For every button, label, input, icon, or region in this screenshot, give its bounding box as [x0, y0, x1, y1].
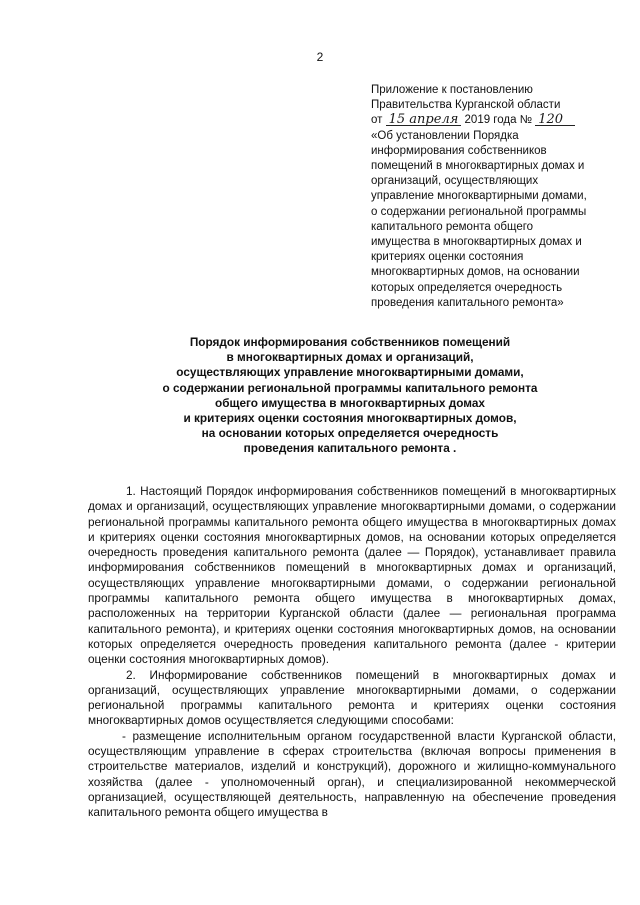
appendix-quote-line: проведения капитального ремонта»: [371, 296, 564, 309]
appendix-quote-line: управление многоквартирными домами,: [371, 190, 587, 203]
appendix-quote-line: имущества в многоквартирных домах и: [371, 236, 582, 249]
title-line: Порядок информирования собственников помещений: [189, 335, 511, 349]
handwritten-date: 15 апреля: [386, 114, 462, 126]
document-body: [88, 484, 616, 821]
title-line: о содержании региональной программы капитального ремонта: [162, 380, 538, 395]
paragraph-1: 1. Настоящий Порядок информирования собственников помещений в многоквартирных домах и организаций, осуществляющих управление многоквартирными домами, о содержании региональной программы капитального ремонта общего имущества в многоквартирных домах и критериях оценки состояния многоквартирных домов, на основании которых определяется очередность проведения капитального ремонта (далее — Порядок), устанавливает правила информирования собственников помещений в многоквартирных домах и организаций, осуществляющих управление многоквартирными домами, о содержании региональной программы капитального ремонта общего имущества в многоквартирных домах, расположенных на территории Курганской области (далее — региональная программа капитального ремонта), и критериях оценки состояния многоквартирных домов, на основании которых определяется очередность проведения капитального ремонта (далее - критерии оценки состояния многоквартирных домов).: [88, 484, 616, 667]
document-title: [90, 335, 610, 457]
paragraph-3: - размещение исполнительным органом государственной власти Курганской области, осуществляющим управление в сферах строительства (включая вопросы применения в строительстве материалов, изделий и конструкций), дорожного и жилищно-коммунального хозяйства (далее - уполномоченный орган), и специализированной некоммерческой организацией, осуществляющей деятельность, направленную на обеспечение проведения капитального ремонта общего имущества в: [88, 728, 616, 820]
appendix-line-2: Правительства Курганской области: [371, 99, 561, 112]
appendix-quote-line: о содержании региональной программы: [371, 205, 587, 218]
appendix-quote-line: помещений в многоквартирных домах и: [371, 160, 585, 173]
appendix-block: [371, 83, 619, 311]
appendix-line-1: Приложение к постановлению: [371, 84, 533, 96]
title-line: в многоквартирных домах и организаций,: [226, 350, 474, 365]
title-line: проведения капитального ремонта .: [243, 441, 457, 456]
handwritten-number: 120: [535, 114, 575, 126]
appendix-quote-line: «Об установлении Порядка: [371, 129, 519, 142]
paragraph-2: 2. Информирование собственников помещений в многоквартирных домах и организаций, осуществляющих управление многоквартирными домами, о содержании региональной программы капитального ремонта и критериях оценки состояния многоквартирных домов осуществляется следующими способами:: [88, 667, 616, 728]
appendix-date-line: [371, 113, 619, 128]
from-label: от: [371, 114, 383, 127]
title-line: на основании которых определяется очередность: [201, 426, 499, 441]
appendix-quote-line: информирования собственников: [371, 144, 547, 157]
appendix-quote-line: которых определяется очередность: [371, 281, 563, 294]
title-line: общего имущества в многоквартирных домах: [215, 395, 485, 410]
appendix-quote-line: многоквартирных домов, на основании: [371, 266, 580, 279]
year-text: 2019 года №: [464, 114, 533, 127]
appendix-quote-line: организаций, осуществляющих: [371, 175, 539, 188]
appendix-quote-line: критериях оценки состояния: [371, 251, 524, 264]
appendix-quote-line: капитального ремонта общего: [371, 220, 534, 233]
title-line: и критериях оценки состояния многоквартирных домов,: [183, 411, 517, 426]
page-number: 2: [316, 50, 324, 64]
title-line: осуществляющих управление многоквартирными домами,: [176, 365, 524, 380]
